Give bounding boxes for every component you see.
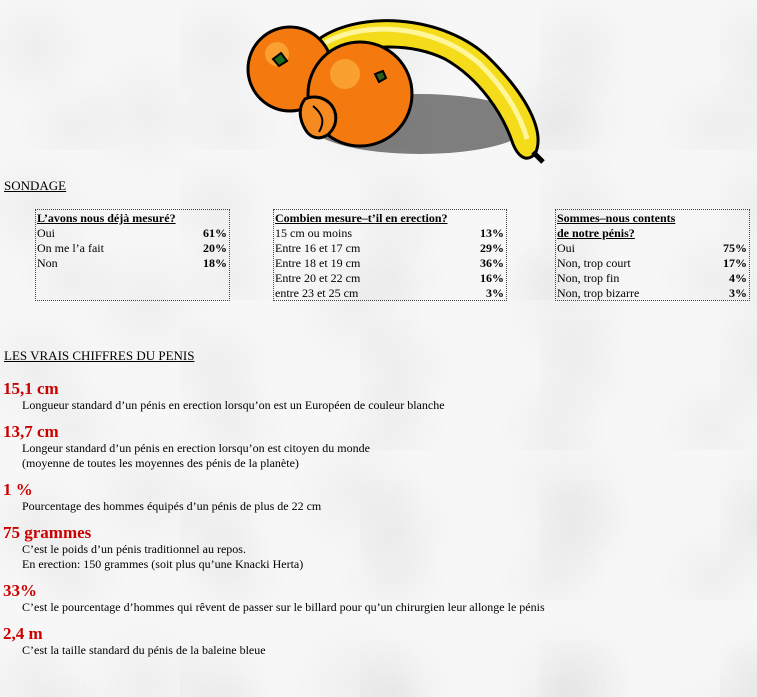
poll-row: Non, trop court 17% — [557, 256, 747, 270]
poll-row: Non, trop fin 4% — [557, 271, 747, 285]
poll-row: Non, trop bizarre 3% — [557, 286, 747, 300]
facts-list — [3, 380, 753, 668]
poll-row: Non 18% — [37, 256, 227, 270]
poll-row: Entre 18 et 19 cm 36% — [275, 256, 504, 270]
fact-description: C’est le poids d’un pénis traditionnel au repos. En erection: 150 grammes (soit plus qu’une Knacki Herta) — [22, 542, 304, 571]
poll-box — [35, 209, 230, 301]
fact-value: 13,7 cm — [3, 422, 59, 441]
fact-value: 75 grammes — [3, 523, 92, 542]
fact-value: 15,1 cm — [3, 379, 59, 398]
fact-value: 33% — [3, 581, 37, 600]
poll-question: Combien mesure–t’il en erection? — [275, 211, 448, 225]
fact-item — [3, 380, 753, 413]
fact-item — [3, 625, 753, 658]
fact-description: C’est le pourcentage d’hommes qui rêvent de passer sur le billard pour qu’un chirurgien leur allonge le pénis — [22, 600, 545, 614]
fact-value: 2,4 m — [3, 624, 43, 643]
fact-description: Pourcentage des hommes équipés d’un pénis de plus de 22 cm — [22, 499, 322, 513]
poll-box — [273, 209, 507, 301]
poll-row: Oui 75% — [557, 241, 747, 255]
poll-row: Entre 16 et 17 cm 29% — [275, 241, 504, 255]
poll-row: Entre 20 et 22 cm 16% — [275, 271, 504, 285]
poll-question: L’avons nous déjà mesuré? — [37, 211, 176, 225]
section-title-sondage: SONDAGE — [4, 178, 67, 193]
poll-question: Sommes–nous contents de notre pénis? — [557, 211, 676, 240]
fact-description: C’est la taille standard du pénis de la baleine bleue — [22, 643, 266, 657]
fact-description: Longeur standard d’un pénis en erection lorsqu’on est citoyen du monde (moyenne de toutes les moyennes des pénis de la planète) — [22, 441, 370, 470]
fact-item — [3, 423, 753, 471]
fact-item — [3, 524, 753, 572]
fact-item — [3, 582, 753, 615]
fruit-illustration — [245, 4, 545, 164]
section-title-chiffres: LES VRAIS CHIFFRES DU PENIS — [4, 348, 195, 363]
poll-box — [555, 209, 750, 301]
poll-row: entre 23 et 25 cm 3% — [275, 286, 504, 300]
fact-value: 1 % — [3, 480, 33, 499]
fact-item — [3, 481, 753, 514]
poll-row: 15 cm ou moins 13% — [275, 226, 504, 240]
orange-segment-illustration — [300, 97, 336, 138]
poll-row: Oui 61% — [37, 226, 227, 240]
fact-description: Longueur standard d’un pénis en erection lorsqu’on est un Européen de couleur blanche — [22, 398, 445, 412]
poll-row: On me l’a fait 20% — [37, 241, 227, 255]
